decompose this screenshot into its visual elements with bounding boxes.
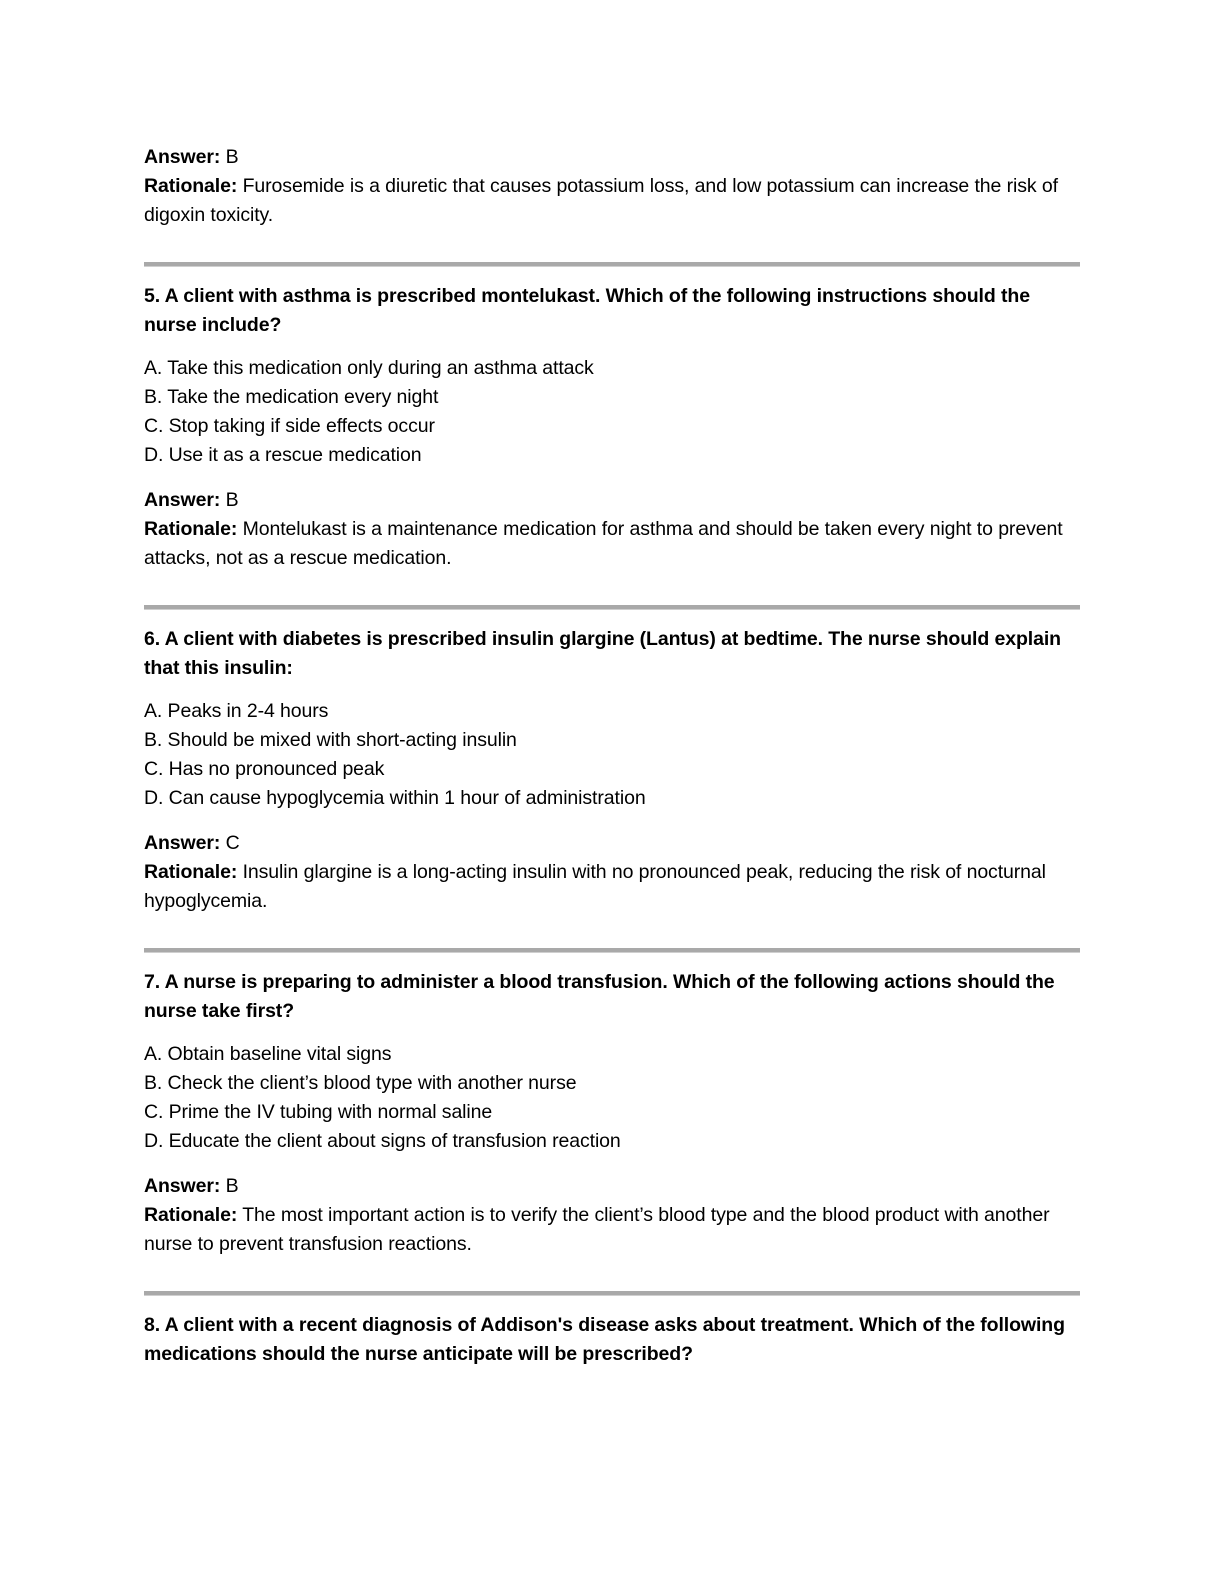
section-divider	[144, 948, 1080, 953]
rationale-line	[144, 858, 1080, 916]
question-text: 6. A client with diabetes is prescribed insulin glargine (Lantus) at bedtime. The nurse should explain that this insulin:	[144, 628, 1061, 679]
answer-label: Answer:	[144, 1175, 221, 1197]
rationale-text: Montelukast is a maintenance medication for asthma and should be taken every night to prevent attacks, not as a rescue medication.	[144, 518, 1063, 569]
answer-label: Answer:	[144, 832, 221, 854]
answer-value: C	[225, 832, 240, 854]
answer-block	[144, 1172, 1080, 1259]
rationale-line	[144, 1201, 1080, 1259]
rationale-text: Furosemide is a diuretic that causes potassium loss, and low potassium can increase the risk of digoxin toxicity.	[144, 175, 1058, 226]
answer-label: Answer:	[144, 489, 221, 511]
rationale-text: The most important action is to verify the client’s blood type and the blood product with another nurse to prevent transfusion reactions.	[144, 1204, 1050, 1255]
question-text: 7. A nurse is preparing to administer a blood transfusion. Which of the following actions should the nurse take first?	[144, 971, 1055, 1022]
option-item-a: A. Take this medication only during an asthma attack	[144, 357, 594, 379]
answer-value: B	[225, 489, 239, 511]
rationale-line	[144, 515, 1080, 573]
option-item-c: C. Has no pronounced peak	[144, 758, 385, 780]
answer-value: B	[225, 146, 239, 168]
option-item-a: A. Peaks in 2-4 hours	[144, 700, 329, 722]
answer-line	[144, 143, 1080, 172]
option-item-c: C. Stop taking if side effects occur	[144, 415, 435, 437]
option-item-d: D. Educate the client about signs of transfusion reaction	[144, 1130, 621, 1152]
option-item-b: B. Should be mixed with short-acting insulin	[144, 729, 517, 751]
question-text: 5. A client with asthma is prescribed montelukast. Which of the following instructions should the nurse include?	[144, 285, 1030, 336]
rationale-label: Rationale:	[144, 861, 238, 883]
option-item-d: D. Use it as a rescue medication	[144, 444, 422, 466]
rationale-label: Rationale:	[144, 175, 238, 197]
rationale-label: Rationale:	[144, 1204, 238, 1226]
rationale-label: Rationale:	[144, 518, 238, 540]
rationale-text: Insulin glargine is a long-acting insulin with no pronounced peak, reducing the risk of nocturnal hypoglycemia.	[144, 861, 1046, 912]
answer-line	[144, 1172, 1080, 1201]
answer-block-q4	[144, 143, 1080, 230]
option-item-d: D. Can cause hypoglycemia within 1 hour of administration	[144, 787, 646, 809]
question-section-6	[144, 625, 1080, 916]
option-item-a: A. Obtain baseline vital signs	[144, 1043, 392, 1065]
question-text: 8. A client with a recent diagnosis of Addison's disease asks about treatment. Which of the following medications should the nurse anticipate will be prescribed?	[144, 1314, 1065, 1365]
answer-line	[144, 829, 1080, 858]
rationale-line	[144, 172, 1080, 230]
section-divider	[144, 1291, 1080, 1296]
answer-line	[144, 486, 1080, 515]
answer-block	[144, 486, 1080, 573]
answer-value: B	[225, 1175, 239, 1197]
option-item-c: C. Prime the IV tubing with normal saline	[144, 1101, 493, 1123]
section-divider	[144, 605, 1080, 610]
option-item-b: B. Take the medication every night	[144, 386, 439, 408]
question-section-5	[144, 282, 1080, 573]
question-section-8	[144, 1311, 1080, 1369]
options-list	[144, 354, 1080, 470]
section-divider	[144, 262, 1080, 267]
question-section-7	[144, 968, 1080, 1259]
answer-block	[144, 829, 1080, 916]
options-list	[144, 697, 1080, 813]
option-item-b: B. Check the client’s blood type with another nurse	[144, 1072, 577, 1094]
options-list	[144, 1040, 1080, 1156]
answer-label: Answer:	[144, 146, 221, 168]
